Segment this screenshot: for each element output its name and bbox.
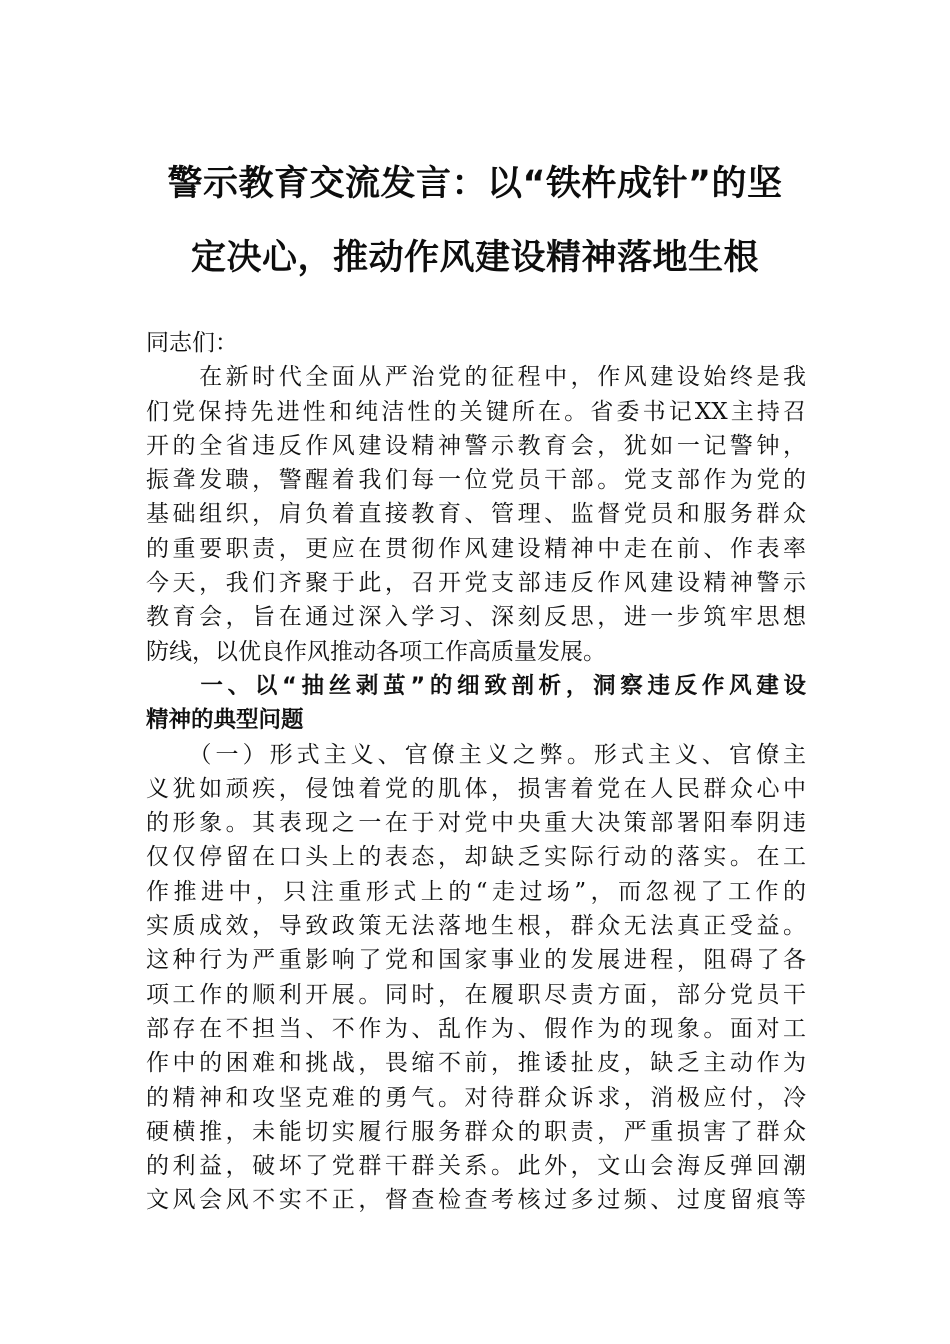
paragraph-line: 基础组织，肩负着直接教育、管理、监督党员和服务群众 xyxy=(146,501,806,528)
paragraph-line: 实质成效，导致政策无法落地生根，群众无法真正受益。 xyxy=(146,913,806,940)
paragraph-line: 今天，我们齐聚于此，召开党支部违反作风建设精神警示 xyxy=(146,570,806,597)
title-line: 警示教育交流发言：以“铁杵成针”的坚 xyxy=(167,164,783,204)
paragraph-line: 部存在不担当、不作为、乱作为、假作为的现象。面对工 xyxy=(146,1015,806,1042)
paragraph-line: 开的全省违反作风建设精神警示教育会，犹如一记警钟， xyxy=(146,432,806,459)
intro-paragraph xyxy=(146,360,806,669)
paragraph-line: 的精神和攻坚克难的勇气。对待群众诉求，消极应付，冷 xyxy=(146,1084,806,1111)
subsection-paragraph xyxy=(146,738,806,1218)
paragraph-line: 这种行为严重影响了党和国家事业的发展进程，阻碍了各 xyxy=(146,947,806,974)
title-line: 定决心，推动作风建设精神落地生根 xyxy=(190,238,759,278)
paragraph-line: 项工作的顺利开展。同时，在履职尽责方面，部分党员干 xyxy=(146,981,806,1008)
paragraph-line: 作中的困难和挑战，畏缩不前，推诿扯皮，缺乏主动作为 xyxy=(146,1050,806,1077)
paragraph-line: 义犹如顽疾，侵蚀着党的肌体，损害着党在人民群众心中 xyxy=(146,775,806,802)
paragraph-line: 作推进中，只注重形式上的“走过场”，而忽视了工作的 xyxy=(146,878,806,905)
paragraph-line: 硬横推，未能切实履行服务群众的职责，严重损害了群众 xyxy=(146,1118,806,1145)
salutation: 同志们： xyxy=(146,330,238,356)
paragraph-line: 文风会风不实不正，督查检查考核过多过频、过度留痕等 xyxy=(146,1187,806,1214)
paragraph-line: 们党保持先进性和纯洁性的关键所在。省委书记XX主持召 xyxy=(146,398,806,425)
paragraph-line: （一）形式主义、官僚主义之弊。形式主义、官僚主 xyxy=(146,741,806,768)
document-body xyxy=(146,326,806,1218)
paragraph-line: 教育会，旨在通过深入学习、深刻反思，进一步筑牢思想 xyxy=(146,604,806,631)
heading-line: 精神的典型问题 xyxy=(146,707,304,734)
paragraph-line: 在新时代全面从严治党的征程中，作风建设始终是我 xyxy=(146,364,806,391)
document-title xyxy=(145,147,805,295)
paragraph-line: 的形象。其表现之一在于对党中央重大决策部署阳奉阴违 xyxy=(146,810,806,837)
paragraph-line: 的利益，破坏了党群干群关系。此外，文山会海反弹回潮 xyxy=(146,1153,806,1180)
paragraph-line: 的重要职责，更应在贯彻作风建设精神中走在前、作表率 xyxy=(146,535,806,562)
section-heading xyxy=(146,669,806,738)
paragraph-line: 振聋发聩，警醒着我们每一位党员干部。党支部作为党的 xyxy=(146,467,806,494)
paragraph-line: 仅仅停留在口头上的表态，却缺乏实际行动的落实。在工 xyxy=(146,844,806,871)
paragraph-line: 防线，以优良作风推动各项工作高质量发展。 xyxy=(146,638,606,665)
heading-line: 一、以“抽丝剥茧”的细致剖析，洞察违反作风建设 xyxy=(146,672,806,699)
